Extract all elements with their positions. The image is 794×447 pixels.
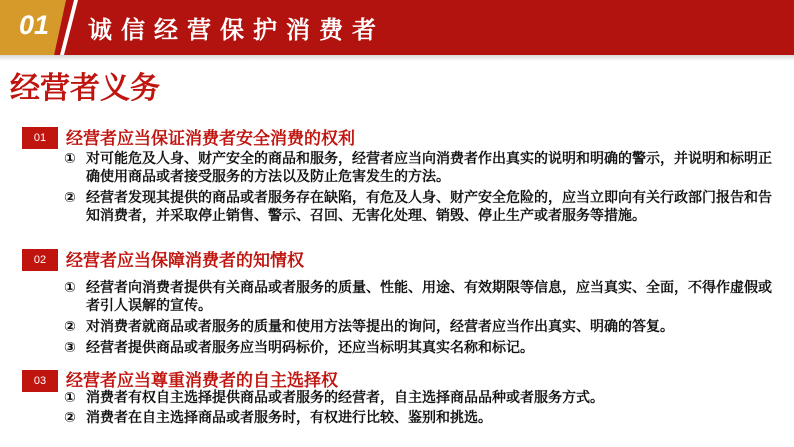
duty-item — [64, 409, 784, 427]
item-text: 对消费者就商品或者服务的质量和使用方法等提出的询问，经营者应当作出真实、明确的答复。 — [86, 319, 674, 335]
section-title: 经营者义务 — [10, 71, 160, 106]
item-text: 经营者向消费者提供有关商品或者服务的质量、性能、用途、有效期限等信息，应当真实、全面，不得作虚假或者引人误解的宣传。 — [86, 280, 772, 314]
item-text: 经营者发现其提供的商品或者服务存在缺陷，有危及人身、财产安全危险的，应当立即向有关行政部门报告和告知消费者，并采取停止销售、警示、召回、无害化处理、销毁、停止生产或者服务等措施。 — [86, 190, 772, 224]
item-text: 消费者在自主选择商品或者服务时，有权进行比较、鉴别和挑选。 — [86, 410, 492, 426]
duty-number-badge: 01 — [22, 127, 58, 149]
duty-number-badge: 02 — [22, 249, 58, 271]
item-marker: ① — [64, 280, 76, 296]
item-marker: ② — [64, 319, 76, 335]
item-marker: ② — [64, 410, 76, 426]
page-title: 诚信经营保护消费者 — [88, 16, 385, 44]
item-marker: ② — [64, 190, 76, 206]
item-text: 经营者提供商品或者服务应当明码标价，还应当标明其真实名称和标记。 — [86, 340, 534, 356]
header-number: 01 — [18, 10, 50, 40]
header-shadow — [0, 55, 794, 61]
item-text: 消费者有权自主选择提供商品或者服务的经营者，自主选择商品品种或者服务方式。 — [86, 390, 604, 406]
item-marker: ① — [64, 151, 76, 167]
duty-item — [64, 150, 784, 186]
duty-item — [64, 189, 784, 225]
duty-title: 经营者应当保障消费者的知情权 — [66, 251, 304, 271]
duty-title: 经营者应当尊重消费者的自主选择权 — [66, 371, 338, 391]
duty-item — [64, 279, 784, 315]
item-marker: ① — [64, 390, 76, 406]
header-bar — [0, 0, 794, 55]
duty-item — [64, 318, 784, 336]
item-marker: ③ — [64, 340, 76, 356]
duty-number-badge: 03 — [22, 370, 58, 392]
duty-title: 经营者应当保证消费者安全消费的权利 — [66, 129, 355, 149]
item-text: 对可能危及人身、财产安全的商品和服务，经营者应当向消费者作出真实的说明和明确的警示，并说明和标明正确使用商品或者接受服务的方法以及防止危害发生的方法。 — [86, 151, 772, 185]
duty-item — [64, 389, 784, 407]
duty-item — [64, 339, 784, 357]
